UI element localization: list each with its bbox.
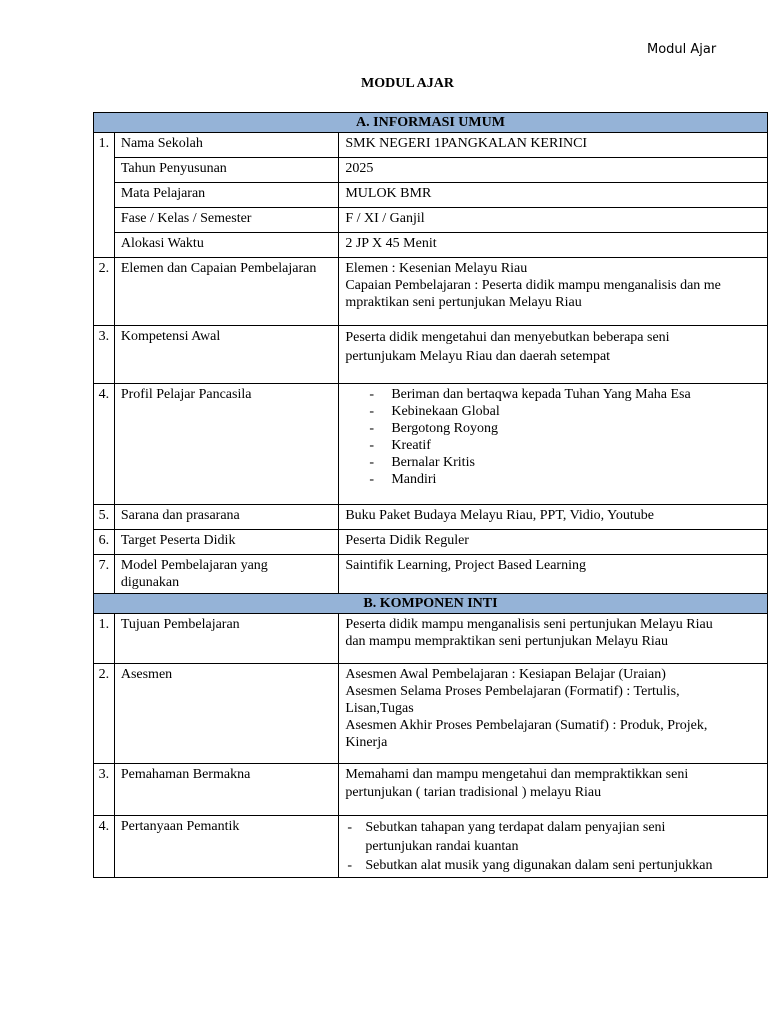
table-row [94, 158, 768, 183]
table-row [94, 326, 768, 384]
row-number: 3. [94, 326, 115, 384]
row-number: 1. [94, 133, 115, 258]
text-line: Capaian Pembelajaran : Peserta didik mampu menganalisis dan me [345, 278, 721, 293]
text-line: Peserta didik mengetahui dan menyebutkan beberapa seni [345, 330, 670, 345]
list-item: - Bernalar Kritis [369, 454, 761, 471]
field-value [339, 384, 768, 505]
table-row [94, 505, 768, 530]
field-label: Tahun Penyusunan [114, 158, 339, 183]
bullet-list [345, 386, 761, 488]
running-header: Modul Ajar [647, 42, 717, 57]
field-label: Alokasi Waktu [114, 233, 339, 258]
row-number: 4. [94, 384, 115, 505]
row-number: 1. [94, 614, 115, 664]
text-line: Asesmen Akhir Proses Pembelajaran (Sumatif) : Produk, Projek, [345, 718, 708, 733]
field-value [339, 664, 768, 764]
table-row [94, 133, 768, 158]
list-item [345, 856, 761, 875]
field-label [114, 555, 339, 594]
field-label: Nama Sekolah [114, 133, 339, 158]
list-item [345, 818, 761, 856]
field-value: MULOK BMR [339, 183, 768, 208]
row-number: 5. [94, 505, 115, 530]
text-line: pertunjukan randai kuantan [365, 839, 519, 854]
text-line: Elemen : Kesenian Melayu Riau [345, 261, 528, 276]
table-row [94, 530, 768, 555]
field-label: Profil Pelajar Pancasila [114, 384, 339, 505]
text-line: Memahami dan mampu mengetahui dan mempraktikkan seni [345, 767, 689, 782]
field-label: Asesmen [114, 664, 339, 764]
list-item: - Bergotong Royong [369, 420, 761, 437]
list-item: - Kebinekaan Global [369, 403, 761, 420]
table-row [94, 764, 768, 816]
field-label: Target Peserta Didik [114, 530, 339, 555]
text-line: Peserta didik mampu menganalisis seni pertunjukan Melayu Riau [345, 617, 713, 632]
list-item: - Mandiri [369, 471, 761, 488]
table-row [94, 233, 768, 258]
table-row [94, 664, 768, 764]
table-row [94, 384, 768, 505]
text-line: Lisan,Tugas [345, 701, 414, 716]
section-b-heading-row [94, 594, 768, 614]
field-label: Kompetensi Awal [114, 326, 339, 384]
modul-table [93, 112, 768, 878]
document-title: MODUL AJAR [361, 76, 454, 91]
table-row [94, 183, 768, 208]
text-line: digunakan [120, 575, 180, 590]
section-a-heading: A. INFORMASI UMUM [94, 113, 768, 133]
text-line: Asesmen Selama Proses Pembelajaran (Formatif) : Tertulis, [345, 684, 680, 699]
table-row [94, 208, 768, 233]
field-label: Pemahaman Bermakna [114, 764, 339, 816]
field-value [339, 816, 768, 878]
text-line: Model Pembelajaran yang [120, 558, 268, 573]
list-item: - Beriman dan bertaqwa kepada Tuhan Yang Maha Esa [369, 386, 761, 403]
field-label: Sarana dan prasarana [114, 505, 339, 530]
field-label: Mata Pelajaran [114, 183, 339, 208]
field-label: Tujuan Pembelajaran [114, 614, 339, 664]
table-row [94, 816, 768, 878]
row-number: 4. [94, 816, 115, 878]
text-line: pertunjukan ( tarian tradisional ) melayu Riau [345, 785, 602, 800]
list-item: - Kreatif [369, 437, 761, 454]
section-b-heading: B. KOMPONEN INTI [94, 594, 768, 614]
text-line: dan mampu mempraktikan seni pertunjukan Melayu Riau [345, 634, 669, 649]
row-number: 2. [94, 258, 115, 326]
field-label: Pertanyaan Pemantik [114, 816, 339, 878]
field-value: F / XI / Ganjil [339, 208, 768, 233]
field-value [339, 258, 768, 326]
field-value: 2 JP X 45 Menit [339, 233, 768, 258]
field-value: 2025 [339, 158, 768, 183]
field-value: SMK NEGERI 1PANGKALAN KERINCI [339, 133, 768, 158]
table-row [94, 614, 768, 664]
section-a-heading-row [94, 113, 768, 133]
text-line: - Sebutkan tahapan yang terdapat dalam penyajian seni [365, 820, 666, 835]
text-line: pertunjukam Melayu Riau dan daerah setempat [345, 349, 611, 364]
field-label: Fase / Kelas / Semester [114, 208, 339, 233]
row-number: 3. [94, 764, 115, 816]
table-row [94, 258, 768, 326]
text-line: Kinerja [345, 735, 388, 750]
text-line: mpraktikan seni pertunjukan Melayu Riau [345, 295, 582, 310]
row-number: 6. [94, 530, 115, 555]
text-line: Asesmen Awal Pembelajaran : Kesiapan Belajar (Uraian) [345, 667, 666, 682]
row-number: 7. [94, 555, 115, 594]
field-label: Elemen dan Capaian Pembelajaran [114, 258, 339, 326]
field-value: Peserta Didik Reguler [339, 530, 768, 555]
table-row [94, 555, 768, 594]
field-value: Saintifik Learning, Project Based Learning [339, 555, 768, 594]
text-line: - Sebutkan alat musik yang digunakan dalam seni pertunjukkan [365, 858, 713, 873]
field-value [339, 764, 768, 816]
field-value [339, 326, 768, 384]
field-value: Buku Paket Budaya Melayu Riau, PPT, Vidio, Youtube [339, 505, 768, 530]
field-value [339, 614, 768, 664]
row-number: 2. [94, 664, 115, 764]
bullet-list [345, 818, 761, 875]
